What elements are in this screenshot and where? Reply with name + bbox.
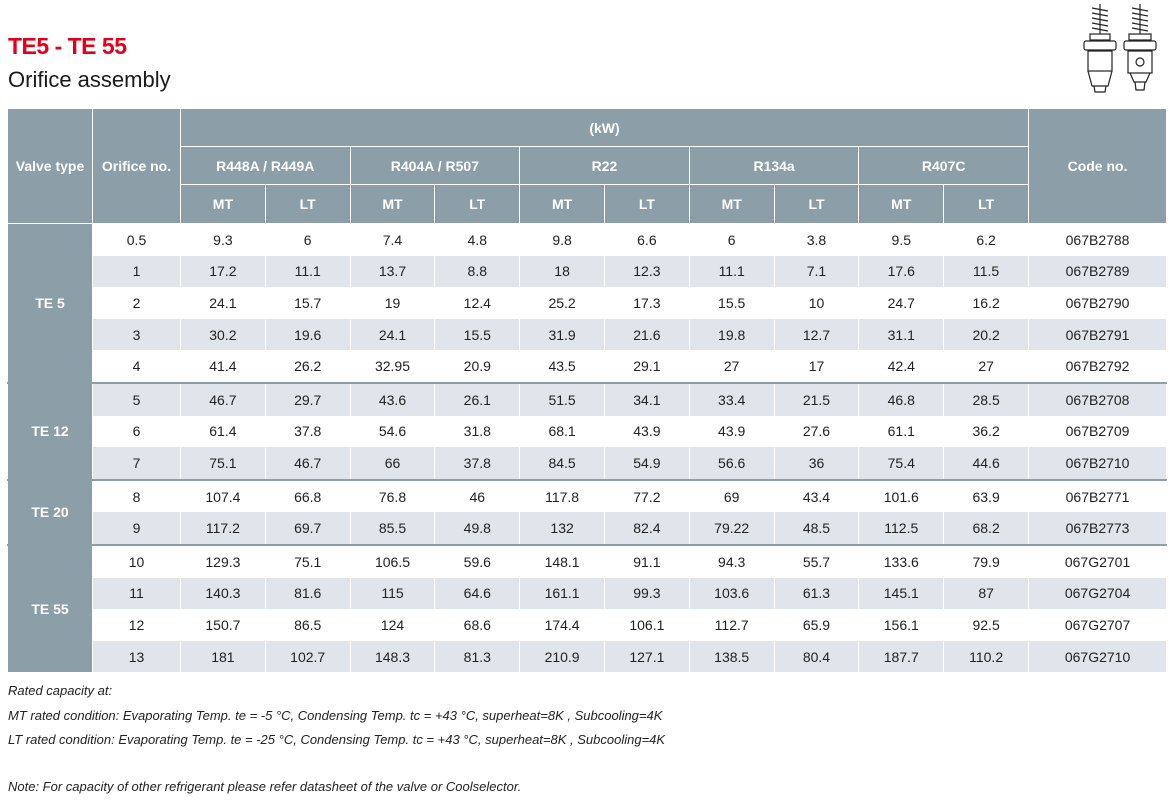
capacity-cell: 65.9 (774, 609, 859, 641)
capacity-cell: 79.9 (944, 545, 1029, 578)
capacity-cell: 29.1 (604, 350, 689, 383)
capacity-cell: 6.6 (604, 224, 689, 256)
capacity-cell: 43.9 (604, 416, 689, 448)
valve-type-cell: TE 55 (8, 545, 93, 672)
capacity-cell: 132 (520, 512, 605, 545)
capacity-cell: 9.3 (181, 224, 266, 256)
capacity-cell: 86.5 (265, 609, 350, 641)
orifice-cell: 2 (93, 287, 181, 319)
capacity-cell: 110.2 (944, 641, 1029, 673)
capacity-cell: 4.8 (435, 224, 520, 256)
capacity-cell: 138.5 (689, 641, 774, 673)
capacity-cell: 94.3 (689, 545, 774, 578)
capacity-cell: 32.95 (350, 350, 435, 383)
code-cell: 067B2789 (1029, 256, 1167, 288)
capacity-cell: 102.7 (265, 641, 350, 673)
orifice-cell: 1 (93, 256, 181, 288)
orifice-cell: 0.5 (93, 224, 181, 256)
refrigerant-header: R134a (689, 147, 859, 185)
capacity-cell: 42.4 (859, 350, 944, 383)
capacity-cell: 12.4 (435, 287, 520, 319)
table-row (8, 287, 1167, 319)
capacity-cell: 43.6 (350, 383, 435, 416)
capacity-cell: 91.1 (604, 545, 689, 578)
capacity-cell: 6 (265, 224, 350, 256)
capacity-cell: 68.6 (435, 609, 520, 641)
capacity-cell: 61.4 (181, 416, 266, 448)
table-row (8, 256, 1167, 288)
table-row (8, 447, 1167, 480)
capacity-cell: 75.4 (859, 447, 944, 480)
table-body (8, 224, 1167, 673)
orifice-cell: 12 (93, 609, 181, 641)
valve-illustration (1078, 2, 1164, 98)
capacity-cell: 12.7 (774, 319, 859, 351)
capacity-cell: 29.7 (265, 383, 350, 416)
lt-header: LT (604, 185, 689, 224)
capacity-cell: 13.7 (350, 256, 435, 288)
capacity-cell: 7.4 (350, 224, 435, 256)
code-cell: 067B2773 (1029, 512, 1167, 545)
capacity-cell: 46 (435, 480, 520, 513)
capacity-cell: 33.4 (689, 383, 774, 416)
code-cell: 067B2710 (1029, 447, 1167, 480)
capacity-cell: 112.5 (859, 512, 944, 545)
capacity-cell: 187.7 (859, 641, 944, 673)
capacity-cell: 24.1 (350, 319, 435, 351)
capacity-cell: 19.6 (265, 319, 350, 351)
capacity-cell: 51.5 (520, 383, 605, 416)
capacity-cell: 61.1 (859, 416, 944, 448)
capacity-cell: 31.1 (859, 319, 944, 351)
notes (8, 679, 665, 799)
capacity-cell: 148.3 (350, 641, 435, 673)
code-cell: 067B2790 (1029, 287, 1167, 319)
capacity-cell: 6.2 (944, 224, 1029, 256)
capacity-cell: 15.5 (689, 287, 774, 319)
table-row (8, 319, 1167, 351)
capacity-cell: 61.3 (774, 578, 859, 610)
capacity-cell: 27 (689, 350, 774, 383)
orifice-cell: 7 (93, 447, 181, 480)
capacity-cell: 37.8 (265, 416, 350, 448)
code-cell: 067B2708 (1029, 383, 1167, 416)
capacity-cell: 84.5 (520, 447, 605, 480)
capacity-cell: 101.6 (859, 480, 944, 513)
capacity-cell: 69 (689, 480, 774, 513)
capacity-cell: 12.3 (604, 256, 689, 288)
capacity-cell: 103.6 (689, 578, 774, 610)
capacity-cell: 68.2 (944, 512, 1029, 545)
capacity-cell: 17.2 (181, 256, 266, 288)
capacity-cell: 82.4 (604, 512, 689, 545)
code-cell: 067G2704 (1029, 578, 1167, 610)
code-cell: 067G2701 (1029, 545, 1167, 578)
capacity-cell: 63.9 (944, 480, 1029, 513)
capacity-cell: 129.3 (181, 545, 266, 578)
capacity-cell: 46.7 (265, 447, 350, 480)
code-cell: 067G2707 (1029, 609, 1167, 641)
lt-header: LT (774, 185, 859, 224)
capacity-cell: 19.8 (689, 319, 774, 351)
orifice-cell: 5 (93, 383, 181, 416)
capacity-cell: 115 (350, 578, 435, 610)
mt-header: MT (689, 185, 774, 224)
capacity-cell: 30.2 (181, 319, 266, 351)
refrigerant-header: R404A / R507 (350, 147, 520, 185)
capacity-cell: 59.6 (435, 545, 520, 578)
capacity-cell: 112.7 (689, 609, 774, 641)
valve-type-cell: TE 12 (8, 383, 93, 480)
capacity-cell: 46.8 (859, 383, 944, 416)
page-subtitle: Orifice assembly (8, 67, 171, 92)
mt-header: MT (859, 185, 944, 224)
lt-condition-note: LT rated condition: Evaporating Temp. te = -25 °C, Condensing Temp. tc = +43 °C, superheat=8K , Subcooling=4K (8, 732, 666, 747)
capacity-cell: 150.7 (181, 609, 266, 641)
capacity-cell: 69.7 (265, 512, 350, 545)
orifice-cell: 10 (93, 545, 181, 578)
capacity-cell: 87 (944, 578, 1029, 610)
capacity-cell: 106.1 (604, 609, 689, 641)
capacity-cell: 210.9 (520, 641, 605, 673)
capacity-cell: 80.4 (774, 641, 859, 673)
valve-type-header: Valve type (8, 109, 93, 224)
capacity-cell: 48.5 (774, 512, 859, 545)
capacity-cell: 55.7 (774, 545, 859, 578)
capacity-cell: 37.8 (435, 447, 520, 480)
table-row (8, 578, 1167, 610)
capacity-cell: 46.7 (181, 383, 266, 416)
orifice-cell: 11 (93, 578, 181, 610)
mt-header: MT (181, 185, 266, 224)
capacity-cell: 181 (181, 641, 266, 673)
table-row (8, 545, 1167, 578)
lt-header: LT (944, 185, 1029, 224)
capacity-cell: 16.2 (944, 287, 1029, 319)
capacity-cell: 54.9 (604, 447, 689, 480)
orifice-cell: 4 (93, 350, 181, 383)
table-row (8, 224, 1167, 256)
capacity-cell: 26.2 (265, 350, 350, 383)
capacity-cell: 56.6 (689, 447, 774, 480)
mt-header: MT (520, 185, 605, 224)
capacity-cell: 11.5 (944, 256, 1029, 288)
capacity-cell: 25.2 (520, 287, 605, 319)
capacity-cell: 3.8 (774, 224, 859, 256)
capacity-cell: 133.6 (859, 545, 944, 578)
orifice-cell: 6 (93, 416, 181, 448)
capacity-cell: 68.1 (520, 416, 605, 448)
orifice-cell: 8 (93, 480, 181, 513)
capacity-cell: 24.1 (181, 287, 266, 319)
capacity-cell: 76.8 (350, 480, 435, 513)
capacity-cell: 85.5 (350, 512, 435, 545)
capacity-cell: 19 (350, 287, 435, 319)
code-cell: 067B2788 (1029, 224, 1167, 256)
capacity-cell: 43.5 (520, 350, 605, 383)
capacity-cell: 7.1 (774, 256, 859, 288)
capacity-cell: 17.3 (604, 287, 689, 319)
capacity-cell: 26.1 (435, 383, 520, 416)
capacity-cell: 81.3 (435, 641, 520, 673)
capacity-cell: 9.5 (859, 224, 944, 256)
table-row (8, 641, 1167, 673)
capacity-cell: 43.4 (774, 480, 859, 513)
capacity-cell: 64.6 (435, 578, 520, 610)
orifice-cell: 13 (93, 641, 181, 673)
capacity-cell: 161.1 (520, 578, 605, 610)
capacity-cell: 27.6 (774, 416, 859, 448)
refrigerant-header: R407C (859, 147, 1029, 185)
capacity-cell: 54.6 (350, 416, 435, 448)
orifice-cell: 9 (93, 512, 181, 545)
capacity-cell: 75.1 (265, 545, 350, 578)
valve-assembly-icon (1124, 4, 1156, 90)
capacity-cell: 31.9 (520, 319, 605, 351)
capacity-cell: 36.2 (944, 416, 1029, 448)
page-title: TE5 - TE 55 (8, 33, 127, 59)
capacity-cell: 8.8 (435, 256, 520, 288)
refrigerant-header: R22 (520, 147, 690, 185)
capacity-cell: 148.1 (520, 545, 605, 578)
capacity-cell: 11.1 (265, 256, 350, 288)
table-row (8, 350, 1167, 383)
capacity-cell: 107.4 (181, 480, 266, 513)
code-cell: 067B2791 (1029, 319, 1167, 351)
code-header: Code no. (1029, 109, 1167, 224)
code-cell: 067G2710 (1029, 641, 1167, 673)
capacity-cell: 15.5 (435, 319, 520, 351)
capacity-cell: 18 (520, 256, 605, 288)
capacity-cell: 66.8 (265, 480, 350, 513)
capacity-cell: 10 (774, 287, 859, 319)
capacity-cell: 79.22 (689, 512, 774, 545)
code-cell: 067B2709 (1029, 416, 1167, 448)
table-row (8, 383, 1167, 416)
capacity-cell: 156.1 (859, 609, 944, 641)
capacity-cell: 140.3 (181, 578, 266, 610)
code-cell: 067B2771 (1029, 480, 1167, 513)
capacity-cell: 66 (350, 447, 435, 480)
capacity-cell: 99.3 (604, 578, 689, 610)
capacity-cell: 117.2 (181, 512, 266, 545)
capacity-cell: 21.6 (604, 319, 689, 351)
capacity-cell: 36 (774, 447, 859, 480)
capacity-cell: 28.5 (944, 383, 1029, 416)
capacity-cell: 43.9 (689, 416, 774, 448)
orifice-cell: 3 (93, 319, 181, 351)
capacity-cell: 44.6 (944, 447, 1029, 480)
capacity-cell: 34.1 (604, 383, 689, 416)
refrigerant-header: R448A / R449A (181, 147, 351, 185)
valve-type-cell: TE 20 (8, 480, 93, 545)
capacity-cell: 75.1 (181, 447, 266, 480)
mt-condition-note: MT rated condition: Evaporating Temp. te = -5 °C, Condensing Temp. tc = +43 °C, superheat=8K , Subcooling=4K (8, 707, 663, 723)
capacity-cell: 20.2 (944, 319, 1029, 351)
spacer (8, 753, 665, 775)
capacity-cell: 31.8 (435, 416, 520, 448)
capacity-cell: 81.6 (265, 578, 350, 610)
capacity-cell: 49.8 (435, 512, 520, 545)
code-cell: 067B2792 (1029, 350, 1167, 383)
capacity-cell: 20.9 (435, 350, 520, 383)
capacity-cell: 92.5 (944, 609, 1029, 641)
table-row (8, 480, 1167, 513)
capacity-cell: 106.5 (350, 545, 435, 578)
capacity-cell: 15.7 (265, 287, 350, 319)
capacity-cell: 145.1 (859, 578, 944, 610)
orifice-capacity-table (7, 108, 1167, 673)
capacity-cell: 124 (350, 609, 435, 641)
capacity-cell: 117.8 (520, 480, 605, 513)
table-row (8, 609, 1167, 641)
lt-header: LT (435, 185, 520, 224)
capacity-cell: 17 (774, 350, 859, 383)
valve-type-cell: TE 5 (8, 224, 93, 383)
capacity-cell: 11.1 (689, 256, 774, 288)
other-refrigerant-note: Note: For capacity of other refrigerant please refer datasheet of the valve or Coolselector. (8, 778, 522, 794)
unit-header: (kW) (181, 109, 1029, 147)
table-row (8, 512, 1167, 545)
valve-assembly-icon (1084, 4, 1116, 92)
capacity-cell: 21.5 (774, 383, 859, 416)
table-row (8, 416, 1167, 448)
capacity-cell: 9.8 (520, 224, 605, 256)
mt-header: MT (350, 185, 435, 224)
lt-header: LT (265, 185, 350, 224)
capacity-cell: 174.4 (520, 609, 605, 641)
rated-note: Rated capacity at: (8, 683, 113, 698)
capacity-cell: 24.7 (859, 287, 944, 319)
capacity-cell: 41.4 (181, 350, 266, 383)
orifice-header: Orifice no. (93, 109, 181, 224)
capacity-cell: 27 (944, 350, 1029, 383)
capacity-cell: 127.1 (604, 641, 689, 673)
capacity-cell: 6 (689, 224, 774, 256)
capacity-cell: 77.2 (604, 480, 689, 513)
capacity-cell: 17.6 (859, 256, 944, 288)
